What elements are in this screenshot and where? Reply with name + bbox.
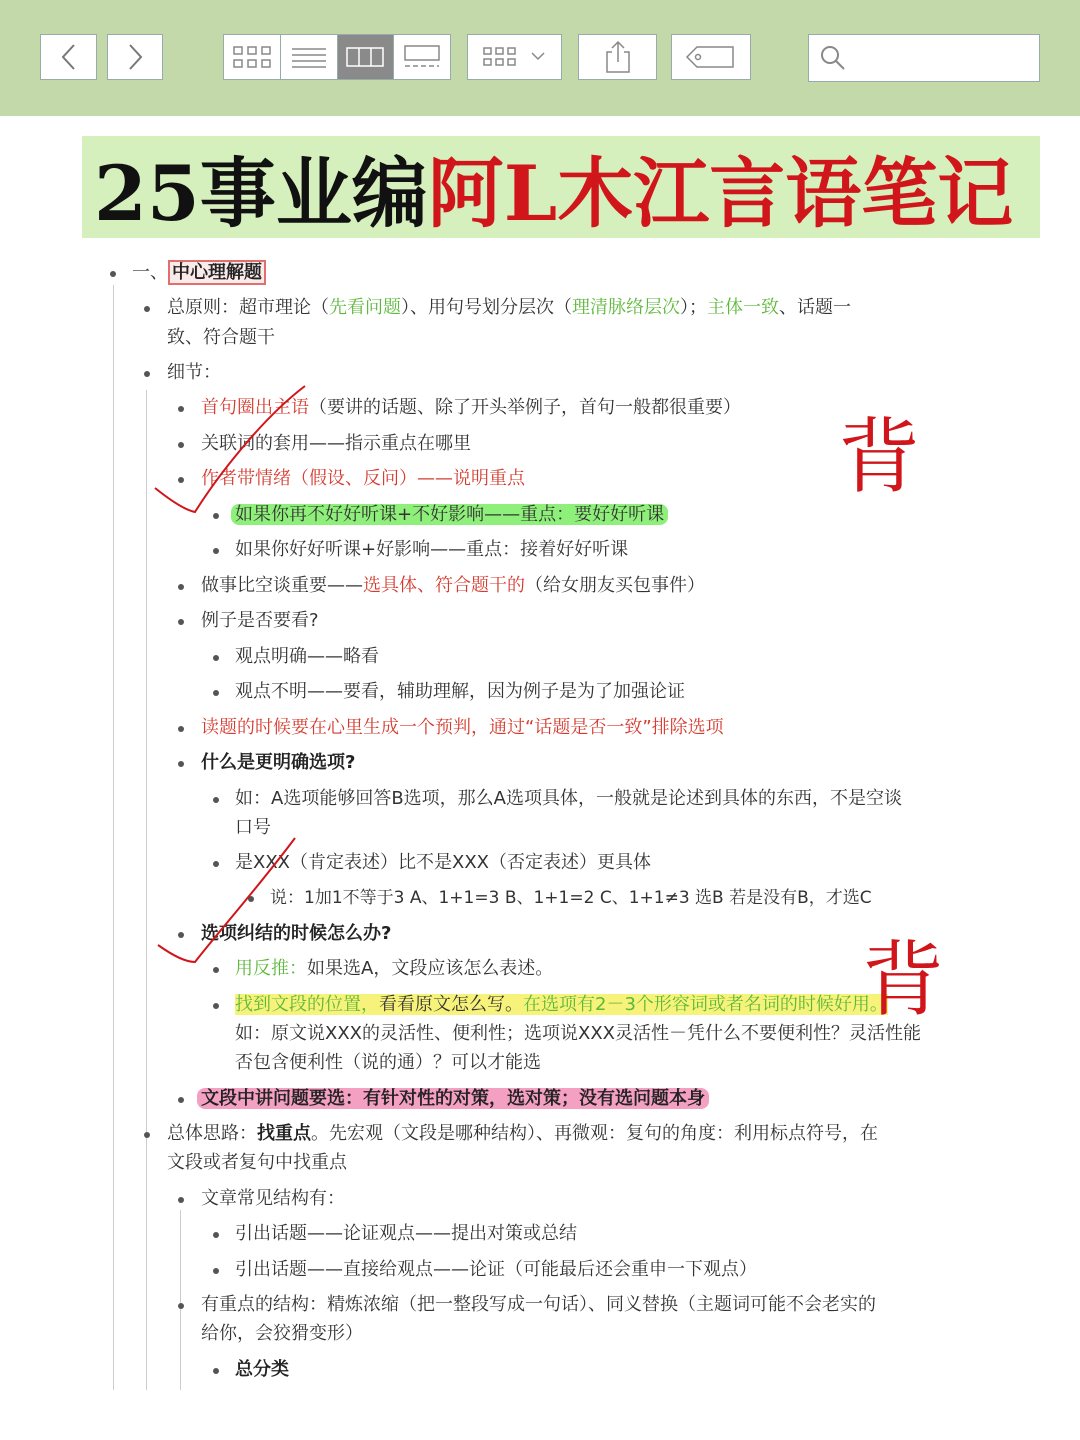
section-title-boxed: 中心理解题 xyxy=(168,260,266,285)
list-item: 什么是更明确选项? xyxy=(201,752,356,773)
list-item: 总体思路：找重点。先宏观（文段是哪种结构）、再微观：复句的角度：利用标点符号，在 xyxy=(167,1123,878,1144)
list-item: 文段中讲问题要选：有针对性的对策，选对策；没有选问题本身 xyxy=(197,1084,709,1114)
list-item: 总分类 xyxy=(235,1359,289,1380)
list-item: 细节： xyxy=(167,362,221,383)
list-item: 选项纠结的时候怎么办? xyxy=(201,923,392,944)
handwritten-mark: 背 xyxy=(862,933,945,1028)
list-item: 做事比空谈重要——选具体、符合题干的（给女朋友买包事件） xyxy=(201,575,705,596)
list-item: 用反推：如果选A，文段应该怎么表述。 xyxy=(235,958,554,979)
list-item-continued: 文段或者复句中找重点 xyxy=(167,1152,347,1173)
list-item: 读题的时候要在心里生成一个预判，通过“话题是否一致”排除选项 xyxy=(201,717,724,738)
list-item-continued: 致、符合题干 xyxy=(167,327,275,348)
section-heading: 一、 中心理解题 xyxy=(132,258,266,288)
list-item-continued: 如：原文说XXX的灵活性、便利性；选项说XXX灵活性－凭什么不要便利性？灵活性能 xyxy=(235,1023,921,1044)
list-item: 引出话题——论证观点——提出对策或总结 xyxy=(235,1223,577,1244)
list-item: 有重点的结构：精炼浓缩（把一整段写成一句话）、同义替换（主题词可能不会老实的 xyxy=(201,1294,876,1315)
list-item-continued: 给你，会狡猾变形） xyxy=(201,1323,363,1344)
handwritten-mark: 背 xyxy=(838,410,921,505)
list-item: 找到文段的位置，看看原文怎么写。在选项有2－3个形容词或者名词的时候好用。 xyxy=(235,994,888,1015)
list-item: 是XXX（肯定表述）比不是XXX（否定表述）更具体 xyxy=(235,852,651,873)
list-item: 如果你再不好好听课+不好影响——重点：要好好听课 xyxy=(231,500,668,530)
list-item: 文章常见结构有： xyxy=(201,1188,345,1209)
list-item: 引出话题——直接给观点——论证（可能最后还会重申一下观点） xyxy=(235,1259,757,1280)
title-part-1: 25事业编 xyxy=(94,148,428,238)
list-item: 首句圈出主语（要讲的话题、除了开头举例子，首句一般都很重要） xyxy=(201,397,741,418)
list-item-continued: 否包含便利性（说的通）？可以才能选 xyxy=(235,1052,541,1073)
list-item: 说：1加1不等于3 A、1+1=3 B、1+1=2 C、1+1≠3 选B 若是没有B，才选C xyxy=(270,888,872,908)
list-item-continued: 口号 xyxy=(235,817,271,838)
list-item: 观点不明——要看，辅助理解，因为例子是为了加强论证 xyxy=(235,681,685,702)
list-item: 如：A选项能够回答B选项，那么A选项具体，一般就是论述到具体的东西，不是空谈 xyxy=(235,788,902,809)
list-item: 作者带情绪（假设、反问）——说明重点 xyxy=(201,468,525,489)
list-item: 总原则：超市理论（先看问题）、用句号划分层次（理清脉络层次）；主体一致、话题一 xyxy=(167,297,851,318)
list-item: 如果你好好听课+好影响——重点：接着好好听课 xyxy=(235,539,629,560)
list-item: 关联词的套用——指示重点在哪里 xyxy=(201,433,471,454)
title-part-2: 阿L木江言语笔记 xyxy=(427,148,1014,238)
list-item: 例子是否要看? xyxy=(201,610,319,631)
list-item: 观点明确——略看 xyxy=(235,646,379,667)
